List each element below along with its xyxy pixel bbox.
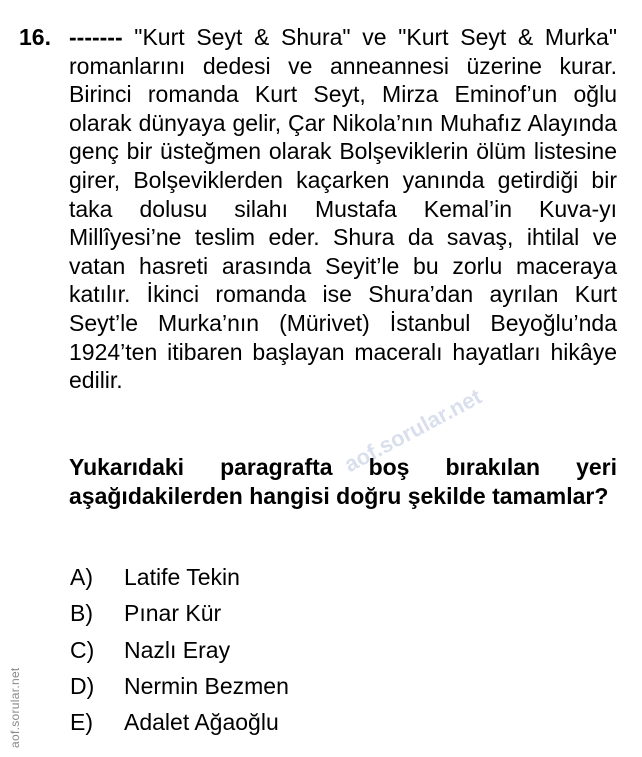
option-b[interactable] [70,595,289,631]
option-d[interactable] [70,668,289,704]
option-d-text: Nermin Bezmen [124,672,289,699]
question-prompt: Yukarıdaki paragrafta boş bırakılan yeri aşağıdakilerden hangisi doğru şekilde tamamlar? [69,454,617,509]
watermark-diagonal: aof.sorular.net [340,383,486,478]
blank-marker: ------- [69,24,123,50]
option-a-text: Latife Tekin [124,564,240,590]
option-e-text: Adalet Ağaoğlu [124,709,279,736]
question-paragraph [69,23,617,395]
option-b-text: Pınar Kür [124,600,222,627]
option-c-text: Nazlı Eray [124,636,231,663]
watermark-side: aof.sorular.net [8,667,22,748]
answer-options [70,559,289,740]
option-d-letter: D) [70,672,95,699]
option-c-letter: C) [70,636,95,663]
option-a[interactable] [70,559,289,595]
option-b-letter: B) [70,600,93,627]
option-e-letter: E) [70,709,93,736]
question-number: 16. [19,24,51,50]
question-body: "Kurt Seyt & Shura" ve "Kurt Seyt & Murka" romanlarını dedesi ve anneannesi üzerine kurar. Birinci romanda Kurt Seyt, Mirza Eminof’un oğlu olarak dünyaya gelir, Çar Nikola’nın Muhafız Alayında genç bir üsteğmen olarak Bolşeviklerin ölüm listesine girer, Bolşeviklerden kaçarken yanında getirdiği bir taka dolusu silahı Mustafa Kemal’in Kuva-yı Millîyesi’ne teslim eder. Shura da savaş, ihtilal ve vatan hasreti arasında Seyit’le bu zorlu maceraya katılır. İkinci romanda ise Shura’dan ayrılan Kurt Seyt’le Murka’nın (Mürivet) İstanbul Beyoğlu’nda 1924’ten itibaren başlayan maceralı hayatları hikâye edilir. [69,24,617,394]
option-a-letter: A) [70,564,93,590]
option-e[interactable] [70,704,289,740]
option-c[interactable] [70,632,289,668]
